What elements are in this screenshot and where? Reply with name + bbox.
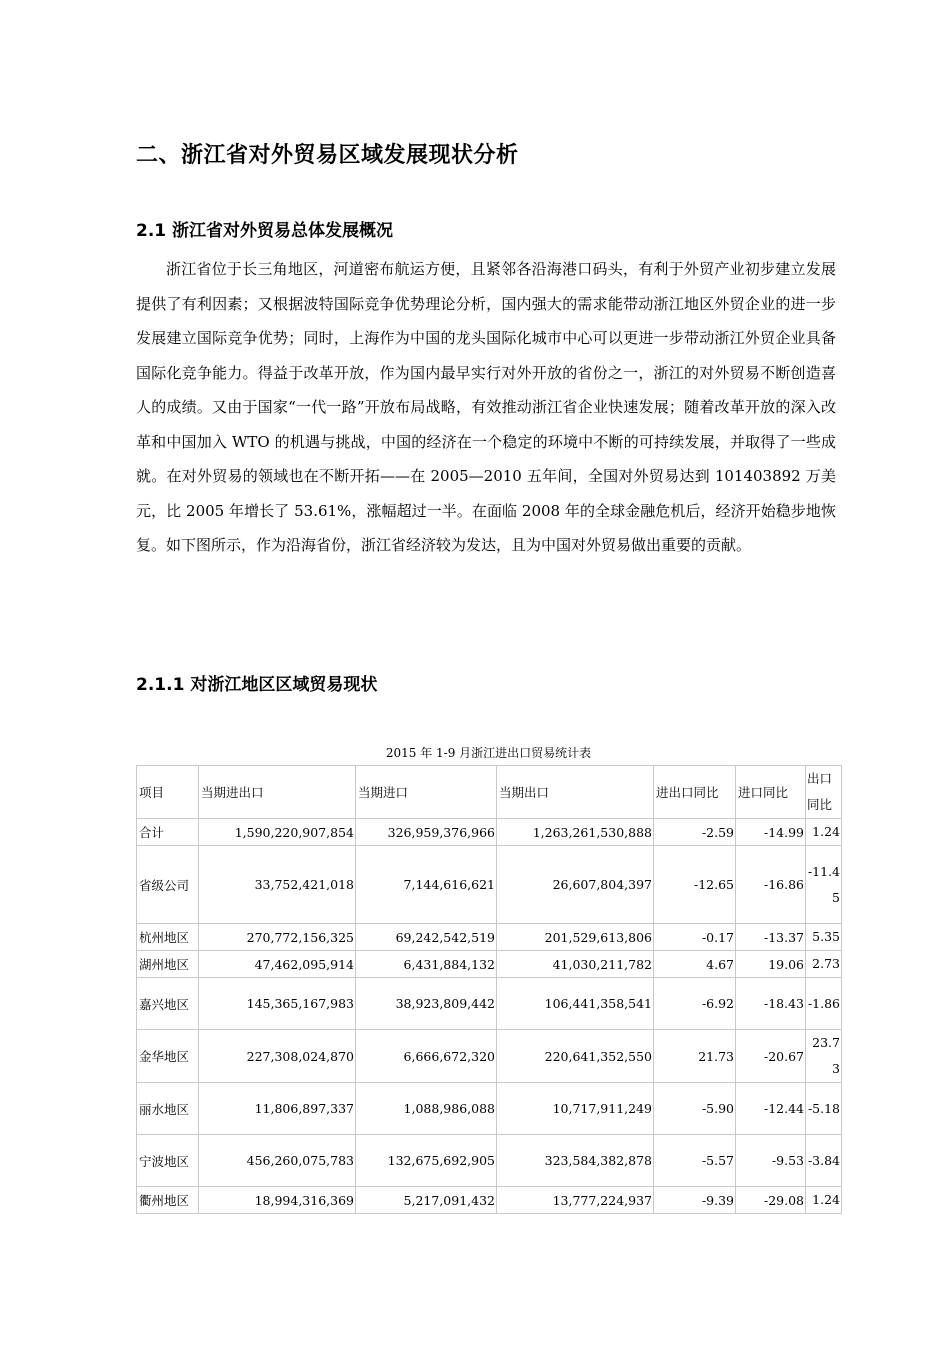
- table-cell: 宁波地区: [137, 1135, 199, 1187]
- sub-subsection-title: 2.1.1 对浙江地区区域贸易现状: [136, 675, 378, 695]
- table-cell: 21.73: [654, 1030, 736, 1083]
- table-cell: -13.37: [736, 924, 806, 951]
- table-cell: -5.57: [654, 1135, 736, 1187]
- table-cell: -12.44: [736, 1083, 806, 1135]
- table-cell: 11,806,897,337: [199, 1083, 356, 1135]
- table-row: [137, 1030, 842, 1083]
- table-cell: 326,959,376,966: [356, 819, 497, 846]
- table-caption: 2015 年 1-9 月浙江进出口贸易统计表: [385, 746, 592, 760]
- table-cell: -2.59: [654, 819, 736, 846]
- table-cell: -9.39: [654, 1187, 736, 1214]
- table-cell: 33,752,421,018: [199, 846, 356, 924]
- table-cell: 47,462,095,914: [199, 951, 356, 978]
- table-cell: -6.92: [654, 978, 736, 1030]
- table-cell: 220,641,352,550: [497, 1030, 654, 1083]
- table-cell: 270,772,156,325: [199, 924, 356, 951]
- table-cell: 1,088,986,088: [356, 1083, 497, 1135]
- table-cell: 4.67: [654, 951, 736, 978]
- header-cell: 当期进出口: [199, 766, 356, 819]
- table-cell: 145,365,167,983: [199, 978, 356, 1030]
- table-cell: 1.24: [806, 1187, 842, 1214]
- subsection-title: 2.1 浙江省对外贸易总体发展概况: [136, 221, 394, 241]
- header-cell: 出口同比: [806, 766, 842, 819]
- section-title: 二、浙江省对外贸易区域发展现状分析: [136, 143, 519, 168]
- table-header-row: [137, 766, 842, 819]
- table-row: [137, 924, 842, 951]
- table-cell: 106,441,358,541: [497, 978, 654, 1030]
- table-row: [137, 951, 842, 978]
- table-cell: 19.06: [736, 951, 806, 978]
- trade-stats-table: [136, 765, 842, 1214]
- table-cell: 金华地区: [137, 1030, 199, 1083]
- table-row: [137, 1187, 842, 1214]
- table-cell: 6,666,672,320: [356, 1030, 497, 1083]
- table-cell: 6,431,884,132: [356, 951, 497, 978]
- table-row: [137, 1135, 842, 1187]
- table-cell: 2.73: [806, 951, 842, 978]
- body-paragraph: 浙江省位于长三角地区，河道密布航运方便，且紧邻各沿海港口码头，有利于外贸产业初步建立发展提供了有利因素；又根据波特国际竞争优势理论分析，国内强大的需求能带动浙江地区外贸企业的进一步发展建立国际竞争优势；同时，上海作为中国的龙头国际化城市中心可以更进一步带动浙江外贸企业具备国际化竞争能力。得益于改革开放，作为国内最早实行对外开放的省份之一，浙江的对外贸易不断创造喜人的成绩。又由于国家“一代一路”开放布局战略，有效推动浙江省企业快速发展；随着改革开放的深入改革和中国加入 WTO 的机遇与挑战，中国的经济在一个稳定的环境中不断的可持续发展，并取得了一些成就。在对外贸易的领域也在不断开拓——在 2005—2010 五年间，全国对外贸易达到 101403892 万美元，比 2005 年增长了 53.61%，涨幅超过一半。在面临 2008 年的全球金融危机后，经济开始稳步地恢复。如下图所示，作为沿海省份，浙江省经济较为发达，且为中国对外贸易做出重要的贡献。: [136, 260, 836, 554]
- table-cell: -11.45: [806, 846, 842, 924]
- table-row: [137, 1083, 842, 1135]
- table-cell: -9.53: [736, 1135, 806, 1187]
- table-cell: 227,308,024,870: [199, 1030, 356, 1083]
- table-cell: -29.08: [736, 1187, 806, 1214]
- table-cell: 嘉兴地区: [137, 978, 199, 1030]
- table-cell: 衢州地区: [137, 1187, 199, 1214]
- table-row: [137, 819, 842, 846]
- table-cell: 湖州地区: [137, 951, 199, 978]
- table-cell: 13,777,224,937: [497, 1187, 654, 1214]
- table-cell: 323,584,382,878: [497, 1135, 654, 1187]
- table-cell: 丽水地区: [137, 1083, 199, 1135]
- header-cell: 进出口同比: [654, 766, 736, 819]
- table-cell: 26,607,804,397: [497, 846, 654, 924]
- table-cell: 456,260,075,783: [199, 1135, 356, 1187]
- table-cell: -0.17: [654, 924, 736, 951]
- table-cell: -5.90: [654, 1083, 736, 1135]
- header-cell: 当期出口: [497, 766, 654, 819]
- header-cell: 进口同比: [736, 766, 806, 819]
- table-cell: -5.18: [806, 1083, 842, 1135]
- table-cell: 69,242,542,519: [356, 924, 497, 951]
- table-cell: 省级公司: [137, 846, 199, 924]
- table-row: [137, 978, 842, 1030]
- table-cell: -20.67: [736, 1030, 806, 1083]
- table-cell: -16.86: [736, 846, 806, 924]
- table-cell: 5,217,091,432: [356, 1187, 497, 1214]
- table-cell: 1,590,220,907,854: [199, 819, 356, 846]
- table-cell: -3.84: [806, 1135, 842, 1187]
- table-cell: 41,030,211,782: [497, 951, 654, 978]
- table-cell: 201,529,613,806: [497, 924, 654, 951]
- table-cell: 7,144,616,621: [356, 846, 497, 924]
- table-cell: -14.99: [736, 819, 806, 846]
- table-cell: 18,994,316,369: [199, 1187, 356, 1214]
- table-cell: 合计: [137, 819, 199, 846]
- table-row: [137, 846, 842, 924]
- table-cell: -18.43: [736, 978, 806, 1030]
- table-cell: 1.24: [806, 819, 842, 846]
- table-cell: 5.35: [806, 924, 842, 951]
- table-cell: 38,923,809,442: [356, 978, 497, 1030]
- table-cell: -1.86: [806, 978, 842, 1030]
- table-cell: 23.73: [806, 1030, 842, 1083]
- header-cell: 项目: [137, 766, 199, 819]
- table-cell: 10,717,911,249: [497, 1083, 654, 1135]
- table-cell: 杭州地区: [137, 924, 199, 951]
- table-cell: -12.65: [654, 846, 736, 924]
- table-cell: 1,263,261,530,888: [497, 819, 654, 846]
- header-cell: 当期进口: [356, 766, 497, 819]
- table-cell: 132,675,692,905: [356, 1135, 497, 1187]
